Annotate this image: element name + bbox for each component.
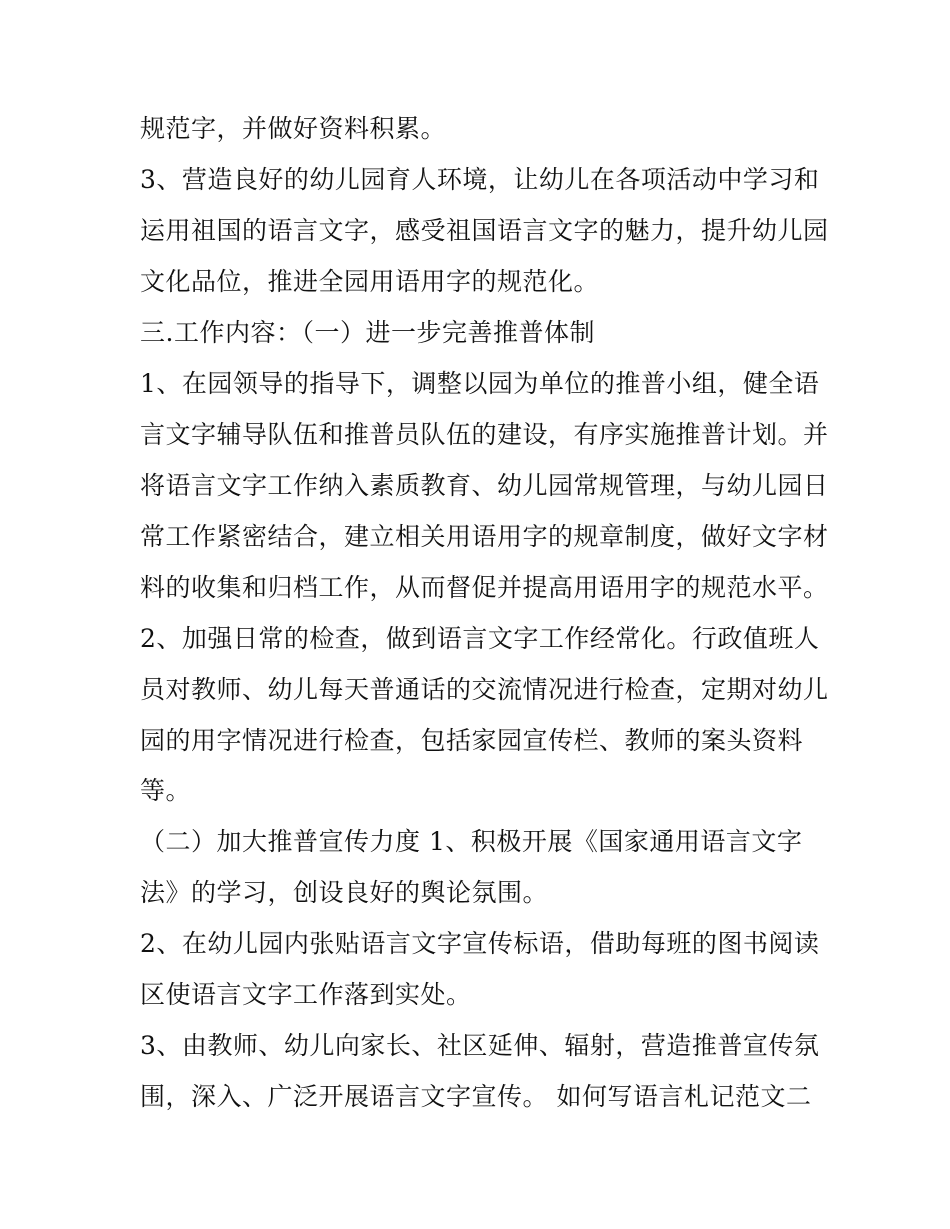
text-line: 言文字辅导队伍和推普员队伍的建设，有序实施推普计划。并 xyxy=(140,420,829,449)
text-line: 法》的学习，创设良好的舆论氛围。 xyxy=(140,878,549,907)
text-line: 将语言文字工作纳入素质教育、幼儿园常规管理，与幼儿园日 xyxy=(140,471,829,500)
text-line: 园的用字情况进行检查，包括家园宣传栏、教师的案头资料 xyxy=(140,726,804,755)
section-heading: 三.工作内容：（一）进一步完善推普体制 xyxy=(140,318,595,347)
text-line: 2、在幼儿园内张贴语言文字宣传标语，借助每班的图书阅读 xyxy=(140,929,820,958)
text-line: 3、营造良好的幼儿园育人环境，让幼儿在各项活动中学习和 xyxy=(140,165,820,194)
text-line: 3、由教师、幼儿向家长、社区延伸、辐射，营造推普宣传氛 xyxy=(140,1031,820,1060)
text-line: 运用祖国的语言文字，感受祖国语言文字的魅力，提升幼儿园 xyxy=(140,216,829,245)
text-line: 围，深入、广泛开展语言文字宣传。 如何写语言札记范文二 xyxy=(140,1082,812,1111)
text-line: 1、在园领导的指导下，调整以园为单位的推普小组，健全语 xyxy=(140,369,820,398)
text-line: 文化品位，推进全园用语用字的规范化。 xyxy=(140,267,600,296)
text-line: 2、加强日常的检查，做到语言文字工作经常化。行政值班人 xyxy=(140,624,820,653)
text-line: 员对教师、幼儿每天普通话的交流情况进行检查，定期对幼儿 xyxy=(140,675,829,704)
text-line: 等。 xyxy=(140,776,192,805)
text-line: 料的收集和归档工作，从而督促并提高用语用字的规范水平。 xyxy=(140,573,829,602)
text-line: （二）加大推普宣传力度 1、积极开展《国家通用语言文字 xyxy=(140,827,803,856)
text-line: 规范字，并做好资料积累。 xyxy=(140,114,447,143)
text-line: 常工作紧密结合，建立相关用语用字的规章制度，做好文字材 xyxy=(140,522,829,551)
text-line: 区使语言文字工作落到实处。 xyxy=(140,980,472,1009)
